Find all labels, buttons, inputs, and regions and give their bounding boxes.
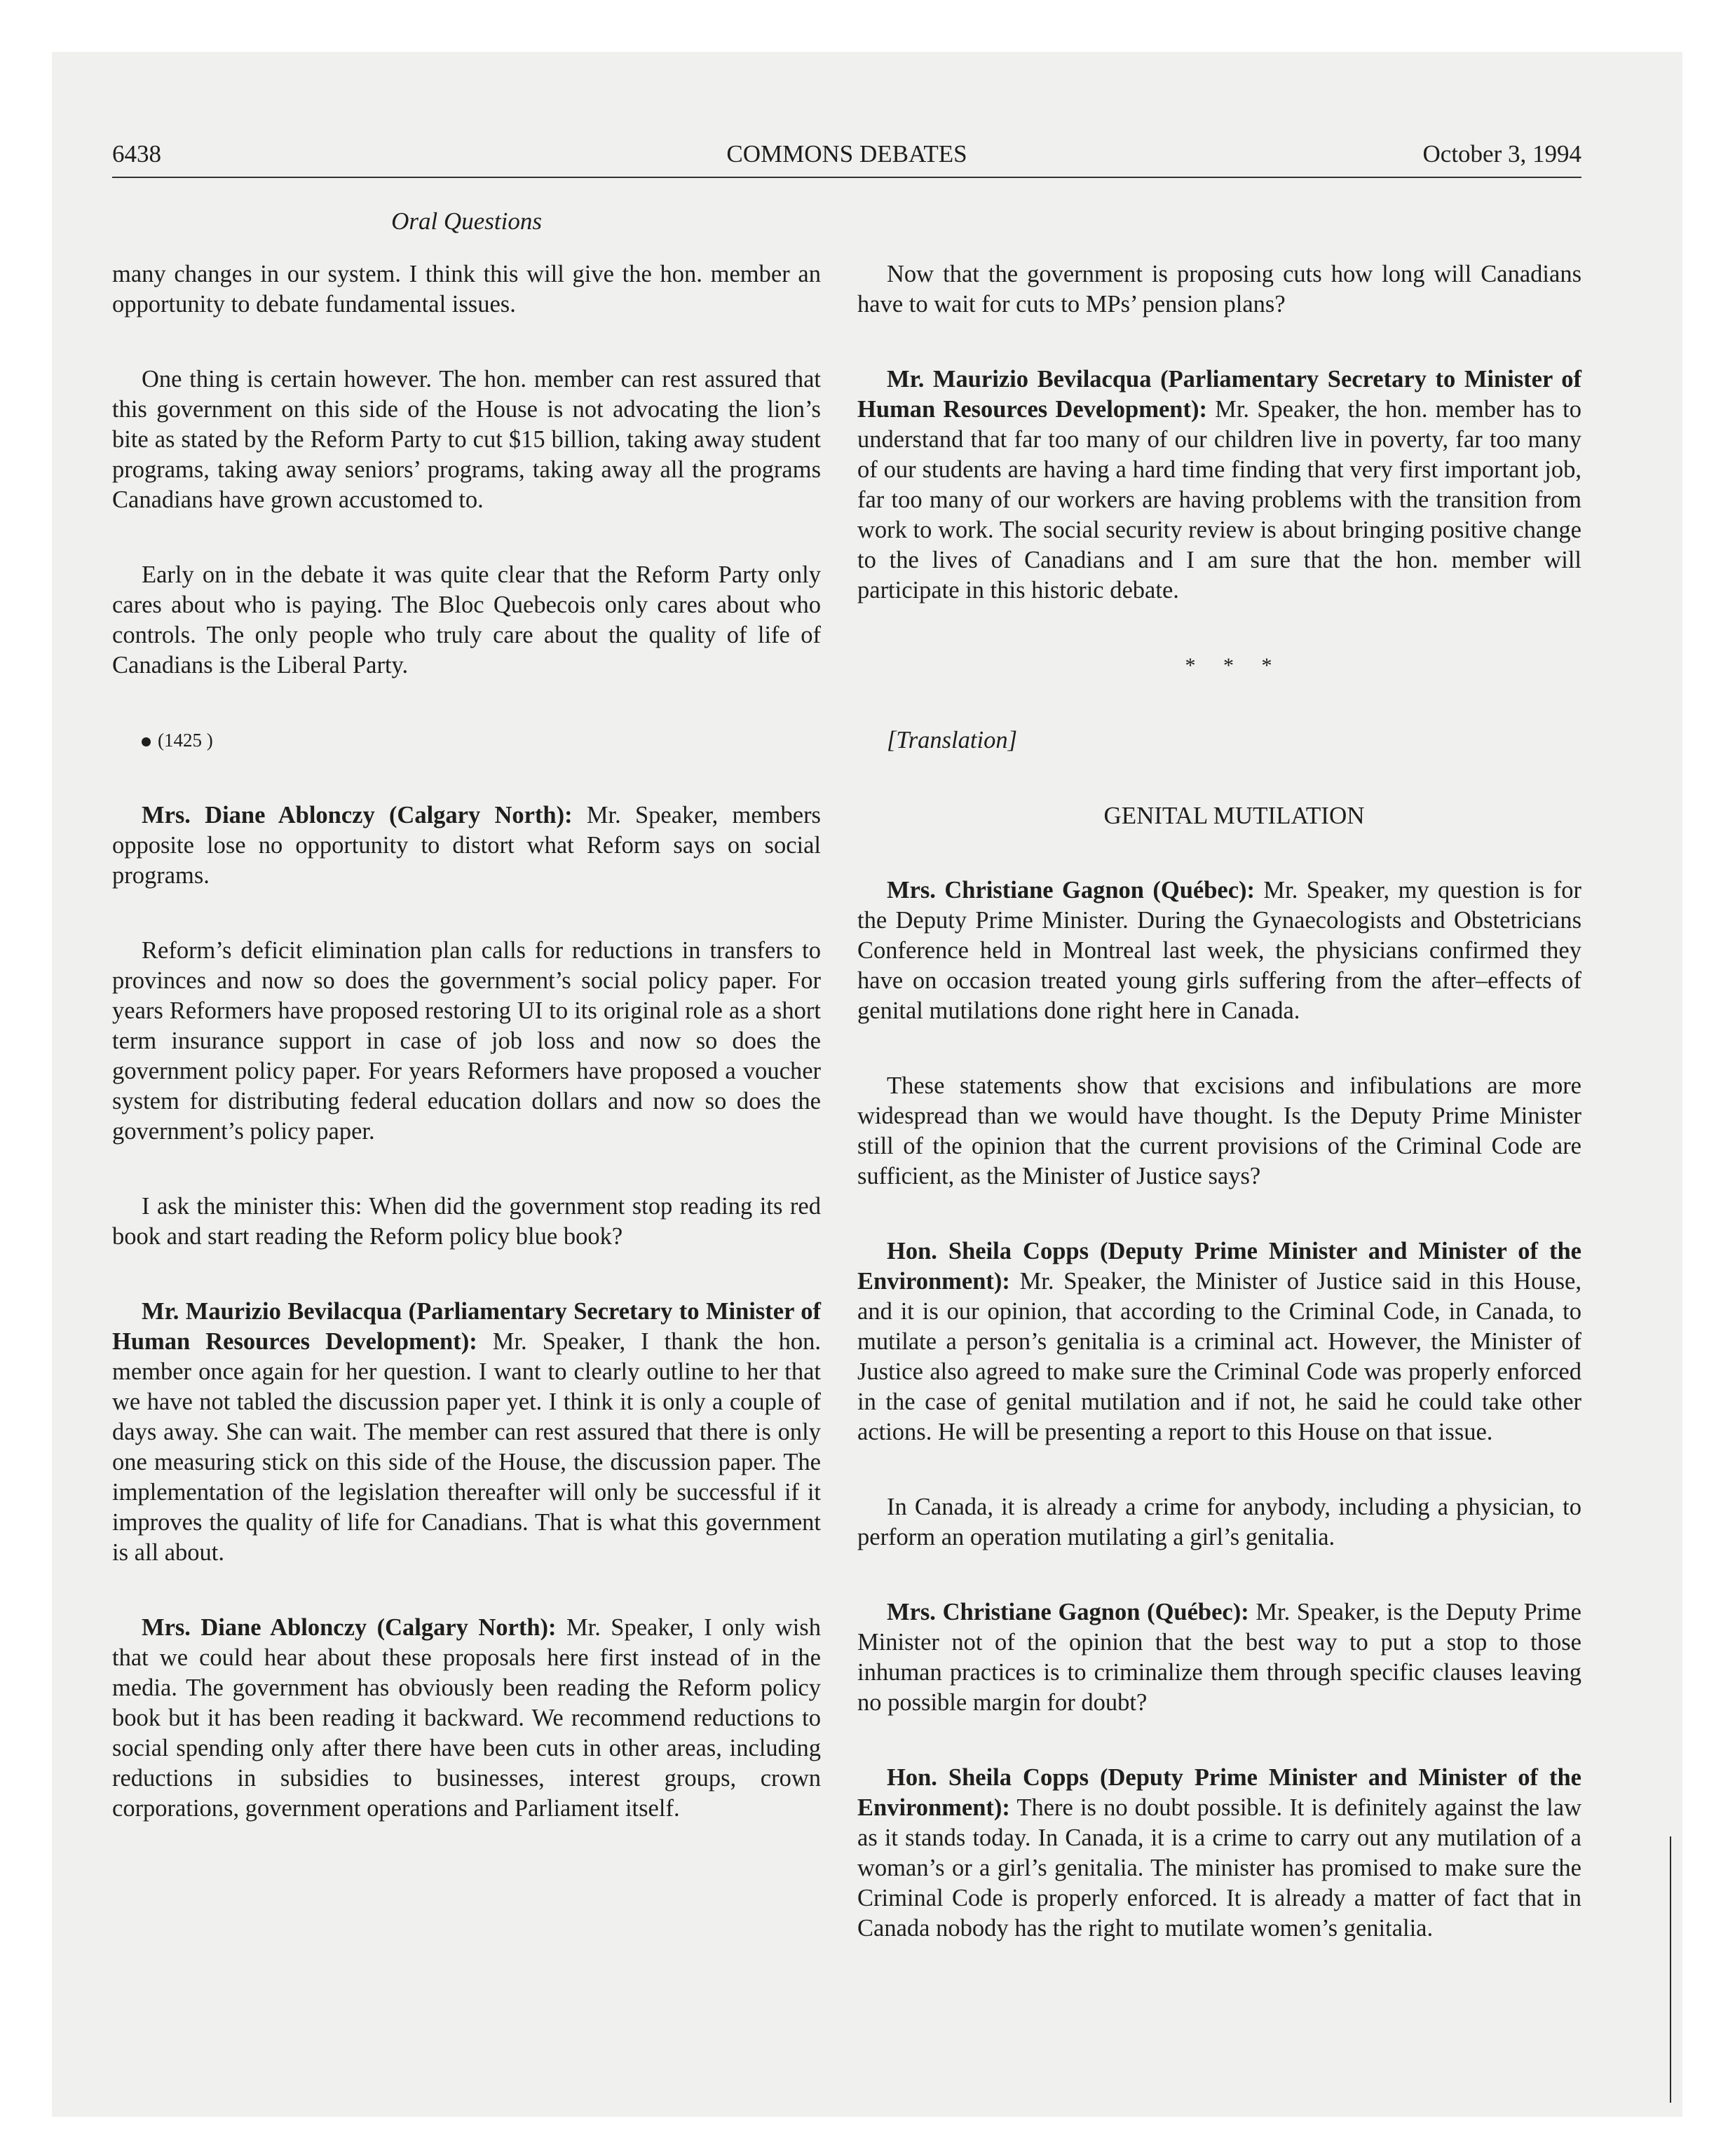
paragraph: I ask the minister this: When did the government stop reading its red book and start reading the Reform policy blue book? (112, 1193, 821, 1250)
speech-text: There is no doubt possible. It is definitely against the law as it stands today. In Canada, it is a crime to carry out any mutilation of a woman’s or a girl’s genitalia. The minister has promised to make sure the Criminal Code is properly enforced. It is already a matter of fact that in Canada nobody has the right to mutilate women’s genitalia. (857, 1794, 1581, 1942)
time-marker-text: (1425 ) (158, 730, 213, 751)
left-column (112, 259, 821, 1869)
section-separator: * * * (1185, 654, 1284, 677)
speaker-name: Hon. Sheila Copps (Deputy Prime Minister and Minister of the Environment): (857, 1238, 1581, 1295)
right-column (857, 259, 1581, 1988)
paragraph: In Canada, it is already a crime for anybody, including a physician, to perform an operation mutilating a girl’s genitalia. (857, 1494, 1581, 1550)
speech (112, 1613, 821, 1824)
paragraph: These statements show that excisions and infibulations are more widespread than we would have thought. Is the Deputy Prime Minister still of the opinion that the current provisions of the Criminal Code are sufficient, as the Minister of Justice says? (857, 1072, 1581, 1189)
speech-text: Mr. Speaker, the hon. member has to understand that far too many of our children live in poverty, far too many of our students are having a hard time finding that very first important job, far too many of our workers are having problems with the transition from work to work. The social security review is about bringing positive change to the lives of Canadians and I am sure that the hon. member will participate in this historic debate. (857, 396, 1581, 603)
paragraph: One thing is certain however. The hon. member can rest assured that this government on this side of the House is not advocating the lion’s bite as stated by the Reform Party to cut $15 billion, taking away student programs, taking away seniors’ programs, taking away all the programs Canadians have grown accustomed to. (112, 366, 821, 513)
speaker-name: Mr. Maurizio Bevilacqua (Parliamentary Secretary to Minister of Human Resources Development): (857, 366, 1581, 423)
publication-title: COMMONS DEBATES (726, 140, 967, 168)
speaker-name: Mrs. Diane Ablonczy (Calgary North): (142, 802, 573, 828)
paragraph: Now that the government is proposing cuts how long will Canadians have to wait for cuts to MPs’ pension plans? (857, 261, 1581, 318)
page-edge-line (1670, 1836, 1671, 2103)
paragraph: Early on in the debate it was quite clear that the Reform Party only cares about who is paying. The Bloc Quebecois only cares about who controls. The only people who truly care about the quality of life of Canadians is the Liberal Party. (112, 561, 821, 678)
speaker-name: Mrs. Diane Ablonczy (Calgary North): (142, 1614, 557, 1641)
speech (857, 875, 1581, 1026)
speech-text: Mr. Speaker, I thank the hon. member once again for her question. I want to clearly outline to her that we have not tabled the discussion paper yet. I think it is only a couple of days away. She can wait. The member can rest assured that there is only one measuring stick on this side of the House, the discussion paper. The implementation of the legislation thereafter will only be successful if it improves the quality of life for Canadians. That is what this government is all about. (112, 1328, 821, 1566)
speech (857, 1236, 1581, 1447)
page-number: 6438 (112, 140, 161, 168)
speech-text: Mr. Speaker, members opposite lose no opportunity to distort what Reform says on social programs. (112, 802, 821, 889)
speech-text: Mr. Speaker, the Minister of Justice said in this House, and it is our opinion, that according to the Criminal Code, in Canada, to mutilate a person’s genitalia is a criminal act. However, the Minister of Justice also agreed to make sure the Criminal Code was properly enforced in the case of genital mutilation and if not, he said he could take other actions. He will be presenting a report to this House on that issue. (857, 1268, 1581, 1445)
speaker-name: Mrs. Christiane Gagnon (Québec): (887, 877, 1256, 903)
speaker-name: Mr. Maurizio Bevilacqua (Parliamentary Secretary to Minister of Human Resources Development): (112, 1298, 821, 1355)
paragraph: Reform’s deficit elimination plan calls for reductions in transfers to provinces and now so does the government’s social policy paper. For years Reformers have proposed restoring UI to its original role as a short term insurance support in case of job loss and now so does the government policy paper. For years Reformers have proposed a voucher system for distributing federal education dollars and now so does the government’s policy paper. (112, 937, 821, 1145)
speech (857, 364, 1581, 606)
topic-heading: GENITAL MUTILATION (1103, 802, 1365, 829)
translation-note: [Translation] (887, 727, 1017, 753)
page-header (112, 137, 1581, 178)
bullet-icon (142, 737, 151, 746)
speaker-name: Mrs. Christiane Gagnon (Québec): (887, 1599, 1249, 1625)
speech-text: Mr. Speaker, I only wish that we could hear about these proposals here first instead of in the media. The government has obviously been reading the Reform policy book but it has been reading it backward. We recommend reductions to social spending only after there have been cuts in other areas, including reductions in subsidies to businesses, interest groups, crown corporations, government operations and Parliament itself. (112, 1614, 821, 1822)
time-marker (112, 725, 821, 756)
speech (112, 800, 821, 891)
section-title: Oral Questions (391, 207, 542, 235)
paragraph: many changes in our system. I think this will give the hon. member an opportunity to debate fundamental issues. (112, 261, 821, 318)
speech-text: Mr. Speaker, is the Deputy Prime Minister not of the opinion that the best way to put a stop to those inhuman practices is to criminalize them through specific clauses leaving no possible margin for doubt? (857, 1599, 1581, 1716)
speaker-name: Hon. Sheila Copps (Deputy Prime Minister and Minister of the Environment): (857, 1764, 1581, 1821)
publication-date: October 3, 1994 (1422, 140, 1581, 168)
speech-text: Mr. Speaker, my question is for the Deputy Prime Minister. During the Gynaecologists and Obstetricians Conference held in Montreal last week, the physicians confirmed they have on occasion treated young girls suffering from the after–effects of genital mutilations done right here in Canada. (857, 877, 1581, 1024)
speech (857, 1763, 1581, 1944)
speech (857, 1597, 1581, 1718)
speech (112, 1297, 821, 1568)
